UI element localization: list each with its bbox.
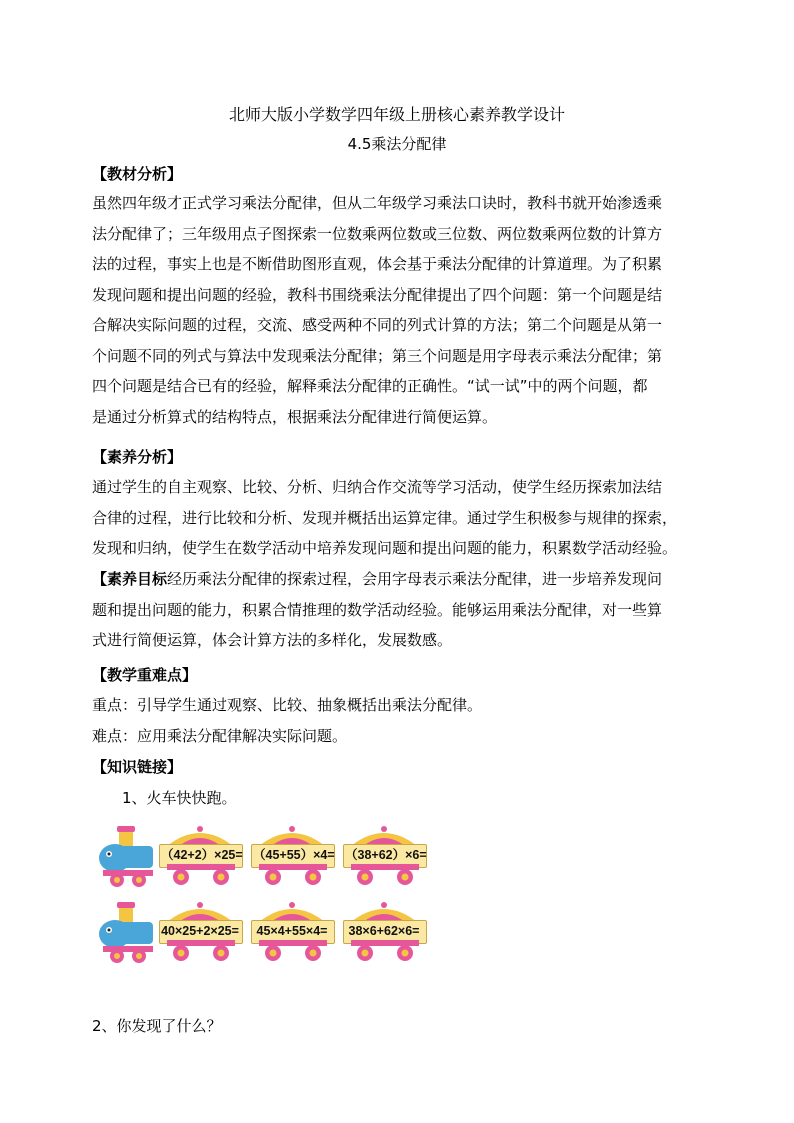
difficulty-line: 难点：应用乘法分配律解决实际问题。 xyxy=(92,727,348,745)
train-car xyxy=(249,900,335,964)
text-run: 经历乘法分配律的探索过程，会用字母表示乘法分配律，进一步培养发现问 xyxy=(167,570,663,588)
text-line: 虽然四年级才正式学习乘法分配律，但从二年级学习乘法口诀时，教科书就开始渗透乘 xyxy=(92,194,663,212)
car-dome-icon xyxy=(257,902,327,922)
text-line: 通过学生的自主观察、比较、分析、归纳合作交流等学习活动，使学生经历探索加法结 xyxy=(92,478,663,496)
train-row-2 xyxy=(95,900,455,970)
train-car xyxy=(157,900,243,964)
text-line: 式进行简便运算，体会计算方法的多样化，发展数感。 xyxy=(92,631,453,649)
literacy-analysis-paragraph xyxy=(92,472,704,564)
car-dome-icon xyxy=(165,826,235,846)
car-dome-icon xyxy=(349,826,419,846)
text-line: 是通过分析算式的结构特点，根据乘法分配律进行简便运算。 xyxy=(92,407,498,426)
heading-textbook-analysis: 【教材分析】 xyxy=(92,165,183,183)
text-line: 法分配律了；三年级用点子图探索一位数乘两位数或三位数、两位数乘两位数的计算方 xyxy=(92,224,663,243)
expression-label: （42+2）×25= xyxy=(161,848,243,862)
train-car xyxy=(157,824,243,888)
focus-line: 重点：引导学生通过观察、比较、抽象概括出乘法分配律。 xyxy=(92,696,483,714)
train-engine-icon xyxy=(95,824,157,888)
heading-literacy-analysis: 【素养分析】 xyxy=(92,448,183,466)
heading-key-points: 【教学重难点】 xyxy=(92,666,198,684)
car-dome-icon xyxy=(349,902,419,922)
text-line: 发现和归纳，使学生在数学活动中培养发现问题和提出问题的能力，积累数学活动经验。 xyxy=(92,539,678,557)
heading-literacy-goals: 【素养目标 xyxy=(92,570,168,588)
car-wheels-icon xyxy=(163,864,239,886)
text-line: 题和提出问题的能力，积累合情推理的数学活动经验。能够运用乘法分配律，对一些算 xyxy=(92,600,663,619)
car-dome-icon xyxy=(165,902,235,922)
expression-label: （45+55）×4= xyxy=(253,848,335,862)
document-title: 北师大版小学数学四年级上册核心素养教学设计 xyxy=(228,105,565,124)
text-line: 合解决实际问题的过程，交流、感受两种不同的列式计算的方法；第二个问题是从第一 xyxy=(92,316,663,334)
car-dome-icon xyxy=(257,826,327,846)
train-car xyxy=(341,824,427,888)
train-car xyxy=(249,824,335,888)
car-wheels-icon xyxy=(163,940,239,962)
text-line: 合律的过程，进行比较和分析、发现并概括出运算定律。通过学生积极参与规律的探索， xyxy=(92,508,678,527)
car-wheels-icon xyxy=(255,940,331,962)
car-wheels-icon xyxy=(255,864,331,886)
car-wheels-icon xyxy=(347,864,423,886)
expression-label: （38+62）×6= xyxy=(345,848,427,862)
knowledge-item-2: 2、你发现了什么？ xyxy=(92,1017,222,1035)
text-line: 个问题不同的列式与算法中发现乘法分配律；第三个问题是用字母表示乘法分配律；第 xyxy=(92,346,663,365)
document-subtitle: 4.5乘法分配律 xyxy=(347,135,447,153)
textbook-analysis-paragraph xyxy=(92,188,704,432)
expression-label: 45×4+55×4= xyxy=(256,924,328,938)
train-row-1 xyxy=(95,824,455,894)
car-wheels-icon xyxy=(347,940,423,962)
train-car xyxy=(341,900,427,964)
text-line: 四个问题是结合已有的经验，解释乘法分配律的正确性。“试一试”中的两个问题，都 xyxy=(92,377,648,395)
text-line: 法的过程，事实上也是不断借助图形直观，体会基于乘法分配律的计算道理。为了积累 xyxy=(92,255,663,273)
text-line: 发现问题和提出问题的经验，教科书围绕乘法分配律提出了四个问题：第一个问题是结 xyxy=(92,285,663,304)
text-line xyxy=(92,564,704,595)
literacy-goals-paragraph xyxy=(92,564,704,656)
expression-label: 40×25+2×25= xyxy=(161,924,239,938)
knowledge-item-1: 1、火车快快跑。 xyxy=(122,789,237,807)
heading-knowledge-link: 【知识链接】 xyxy=(92,758,183,776)
expression-label: 38×6+62×6= xyxy=(348,924,420,938)
train-engine-icon xyxy=(95,900,157,964)
